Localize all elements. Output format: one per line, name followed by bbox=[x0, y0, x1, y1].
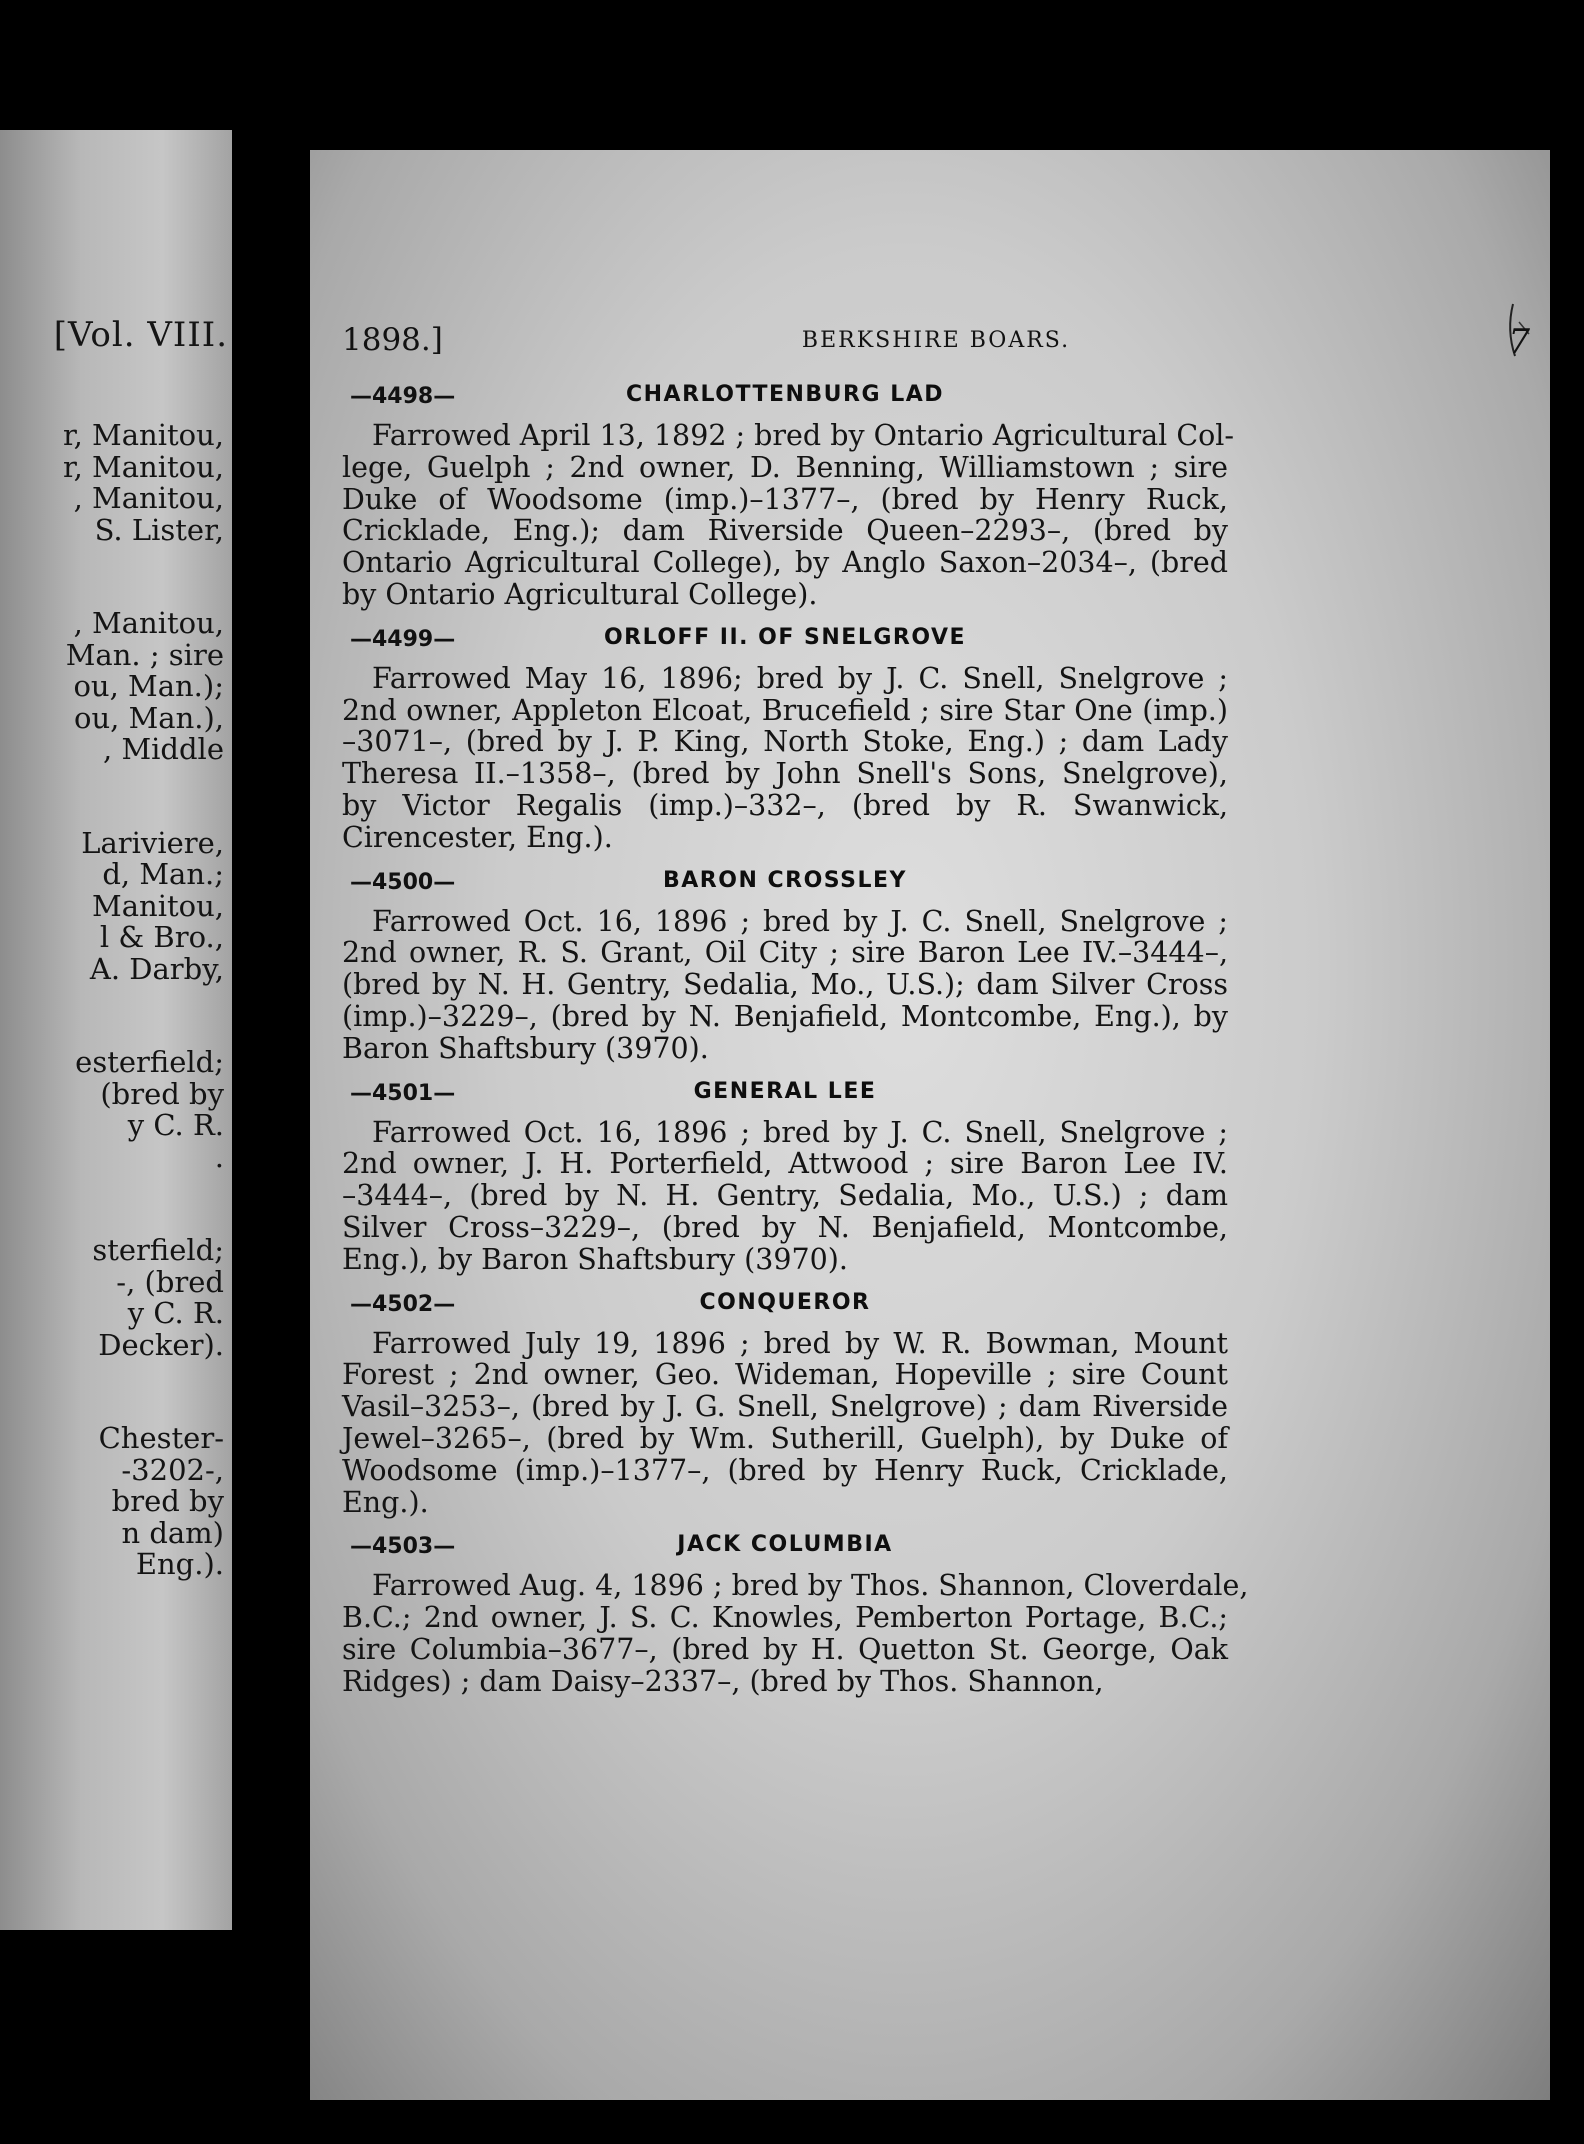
entry-line: Farrowed May 16, 1896; bred by J. C. Snell, Snelgrove ; bbox=[372, 661, 1228, 695]
entry-line: Farrowed Aug. 4, 1896 ; bred by Thos. Shannon, Cloverdale, bbox=[372, 1569, 1249, 1603]
entry-line: Ridges) ; dam Daisy–2337–, (bred by Thos. Shannon, bbox=[342, 1664, 1104, 1698]
left-page-line: ou, Man.); bbox=[73, 669, 224, 703]
left-page-line: -, (bred bbox=[116, 1264, 224, 1299]
left-page-line: A. Darby, bbox=[89, 951, 224, 986]
boar-name: CONQUEROR bbox=[699, 1289, 871, 1315]
boar-entries bbox=[342, 378, 1249, 1708]
entry-line: Jewel–3265–, (bred by Wm. Sutherill, Guelph), by Duke of bbox=[342, 1421, 1228, 1455]
registration-number: —4501— bbox=[350, 1080, 456, 1106]
entry-line: B.C.; 2nd owner, J. S. C. Knowles, Pemberton Portage, B.C.; bbox=[342, 1601, 1228, 1635]
entry-line: Duke of Woodsome (imp.)–1377–, (bred by Henry Ruck, bbox=[342, 482, 1228, 516]
registration-number: —4502— bbox=[350, 1291, 456, 1317]
entry-line: Ontario Agricultural College), by Anglo Saxon–2034–, (bred bbox=[342, 546, 1228, 580]
left-page-line: Manitou, bbox=[92, 888, 224, 923]
left-page-running-head: [Vol. VIII. bbox=[53, 315, 228, 355]
left-page-line: n dam) bbox=[121, 1515, 224, 1550]
entry-line: Forest ; 2nd owner, Geo. Wideman, Hopeville ; sire Count bbox=[342, 1358, 1228, 1392]
left-page-line: y C. R. bbox=[127, 1296, 224, 1330]
entry-line: –3444–, (bred by N. H. Gentry, Sedalia, Mo., U.S.) ; dam bbox=[342, 1179, 1228, 1213]
running-head-title: BERKSHIRE BOARS. bbox=[801, 328, 1071, 353]
entry-line: (bred by N. H. Gentry, Sedalia, Mo., U.S.); dam Silver Cross bbox=[342, 968, 1228, 1002]
left-page-line: (bred by bbox=[100, 1076, 224, 1111]
entry-line: Baron Shaftsbury (3970). bbox=[342, 1031, 709, 1065]
entry-line: Eng.). bbox=[342, 1485, 429, 1519]
entry-line: Silver Cross–3229–, (bred by N. Benjafield, Montcombe, bbox=[342, 1210, 1228, 1244]
entry-line: Farrowed Oct. 16, 1896 ; bred by J. C. Snell, Snelgrove ; bbox=[372, 904, 1228, 938]
left-page-line: Man. ; sire bbox=[65, 637, 224, 672]
registration-number: —4500— bbox=[350, 869, 456, 895]
left-page-line: r, Manitou, bbox=[62, 449, 224, 484]
left-page-line: l & Bro., bbox=[99, 920, 224, 954]
entry-line: Vasil–3253–, (bred by J. G. Snell, Snelgrove) ; dam Riverside bbox=[342, 1390, 1228, 1424]
left-page-line: y C. R. bbox=[127, 1108, 224, 1142]
entry-line: by Ontario Agricultural College). bbox=[342, 577, 818, 611]
left-page-gap bbox=[0, 985, 224, 1047]
registration-number: —4499— bbox=[350, 626, 456, 652]
left-page-text bbox=[0, 420, 224, 1581]
left-page-line: ou, Man.), bbox=[74, 700, 224, 735]
left-page-gap bbox=[0, 1361, 224, 1423]
left-page-line: , Manitou, bbox=[73, 481, 224, 515]
running-head-year: 1898.] bbox=[342, 322, 443, 358]
boar-entry bbox=[342, 378, 1235, 611]
left-page-line: Chester- bbox=[98, 1421, 224, 1455]
entry-description bbox=[342, 906, 1228, 1065]
entry-description bbox=[342, 419, 1235, 611]
left-facing-page bbox=[0, 130, 232, 1930]
boar-entry bbox=[342, 1075, 1228, 1276]
boar-entry bbox=[342, 864, 1228, 1065]
running-head bbox=[342, 322, 1530, 364]
boar-entry bbox=[342, 1286, 1228, 1519]
left-page-line: , Manitou, bbox=[73, 606, 224, 640]
entry-line: Farrowed July 19, 1896 ; bred by W. R. Bowman, Mount bbox=[372, 1326, 1228, 1360]
entry-line: (imp.)–3229–, (bred by N. Benjafield, Montcombe, Eng.), by bbox=[342, 999, 1228, 1033]
left-page-line: d, Man.; bbox=[102, 857, 224, 891]
entry-line: sire Columbia–3677–, (bred by H. Quetton St. George, Oak bbox=[342, 1632, 1228, 1666]
entry-description bbox=[342, 663, 1228, 854]
boar-name: GENERAL LEE bbox=[693, 1078, 877, 1104]
entry-line: Cricklade, Eng.); dam Riverside Queen–2293–, (bred by bbox=[342, 514, 1228, 548]
left-page-line: . bbox=[214, 1139, 224, 1174]
left-page-line: r, Manitou, bbox=[62, 418, 224, 452]
left-page-line: S. Lister, bbox=[94, 512, 224, 547]
boar-name: JACK COLUMBIA bbox=[677, 1532, 893, 1558]
page-number: 7 bbox=[1508, 322, 1530, 362]
left-page-line: , Middle bbox=[103, 732, 224, 766]
left-page-gap bbox=[0, 766, 224, 828]
entry-heading bbox=[342, 378, 1228, 420]
entry-line: lege, Guelph ; 2nd owner, D. Benning, Williamstown ; sire bbox=[342, 450, 1228, 484]
left-page-line: Lariviere, bbox=[81, 825, 224, 860]
registration-number: —4503— bbox=[350, 1534, 456, 1560]
left-page-line: Decker). bbox=[98, 1327, 224, 1362]
boar-entry bbox=[342, 1528, 1249, 1698]
entry-heading bbox=[342, 864, 1228, 906]
entry-description bbox=[342, 1117, 1228, 1276]
entry-line: Theresa II.–1358–, (bred by John Snell's Sons, Snelgrove), bbox=[342, 757, 1228, 791]
left-page-line: -3202-, bbox=[121, 1452, 224, 1487]
registration-number: —4498— bbox=[350, 384, 456, 409]
entry-line: Cirencester, Eng.). bbox=[342, 820, 613, 854]
entry-description bbox=[342, 1328, 1228, 1519]
entry-description bbox=[342, 1569, 1249, 1698]
entry-line: 2nd owner, R. S. Grant, Oil City ; sire Baron Lee IV.–3444–, bbox=[342, 936, 1228, 970]
left-page-line: sterfield; bbox=[92, 1233, 224, 1267]
entry-line: Eng.), by Baron Shaftsbury (3970). bbox=[342, 1242, 848, 1276]
entry-line: 2nd owner, J. H. Porterfield, Attwood ; sire Baron Lee IV. bbox=[342, 1147, 1228, 1181]
left-page-line: Eng.). bbox=[135, 1547, 224, 1581]
boar-name: ORLOFF II. OF SNELGROVE bbox=[603, 624, 967, 650]
left-page-line: bred by bbox=[111, 1484, 224, 1518]
entry-line: Farrowed April 13, 1892 ; bred by Ontario Agricultural Col- bbox=[372, 419, 1235, 452]
book-page bbox=[310, 150, 1550, 2100]
entry-line: –3071–, (bred by J. P. King, North Stoke, Eng.) ; dam Lady bbox=[342, 725, 1228, 759]
boar-name: BARON CROSSLEY bbox=[663, 867, 907, 893]
entry-line: Farrowed Oct. 16, 1896 ; bred by J. C. Snell, Snelgrove ; bbox=[372, 1115, 1228, 1149]
entry-heading bbox=[342, 1528, 1228, 1570]
left-page-gap bbox=[0, 546, 224, 608]
left-page-line: esterfield; bbox=[75, 1045, 224, 1079]
entry-line: by Victor Regalis (imp.)–332–, (bred by R. Swanwick, bbox=[342, 788, 1228, 822]
boar-entry bbox=[342, 621, 1228, 854]
entry-heading bbox=[342, 1075, 1228, 1117]
entry-heading bbox=[342, 1286, 1228, 1328]
entry-heading bbox=[342, 621, 1228, 663]
entry-line: 2nd owner, Appleton Elcoat, Brucefield ; sire Star One (imp.) bbox=[342, 693, 1228, 727]
left-page-gap bbox=[0, 1173, 224, 1235]
boar-name: CHARLOTTENBURG LAD bbox=[625, 382, 945, 407]
entry-line: Woodsome (imp.)–1377–, (bred by Henry Ruck, Cricklade, bbox=[342, 1453, 1228, 1487]
